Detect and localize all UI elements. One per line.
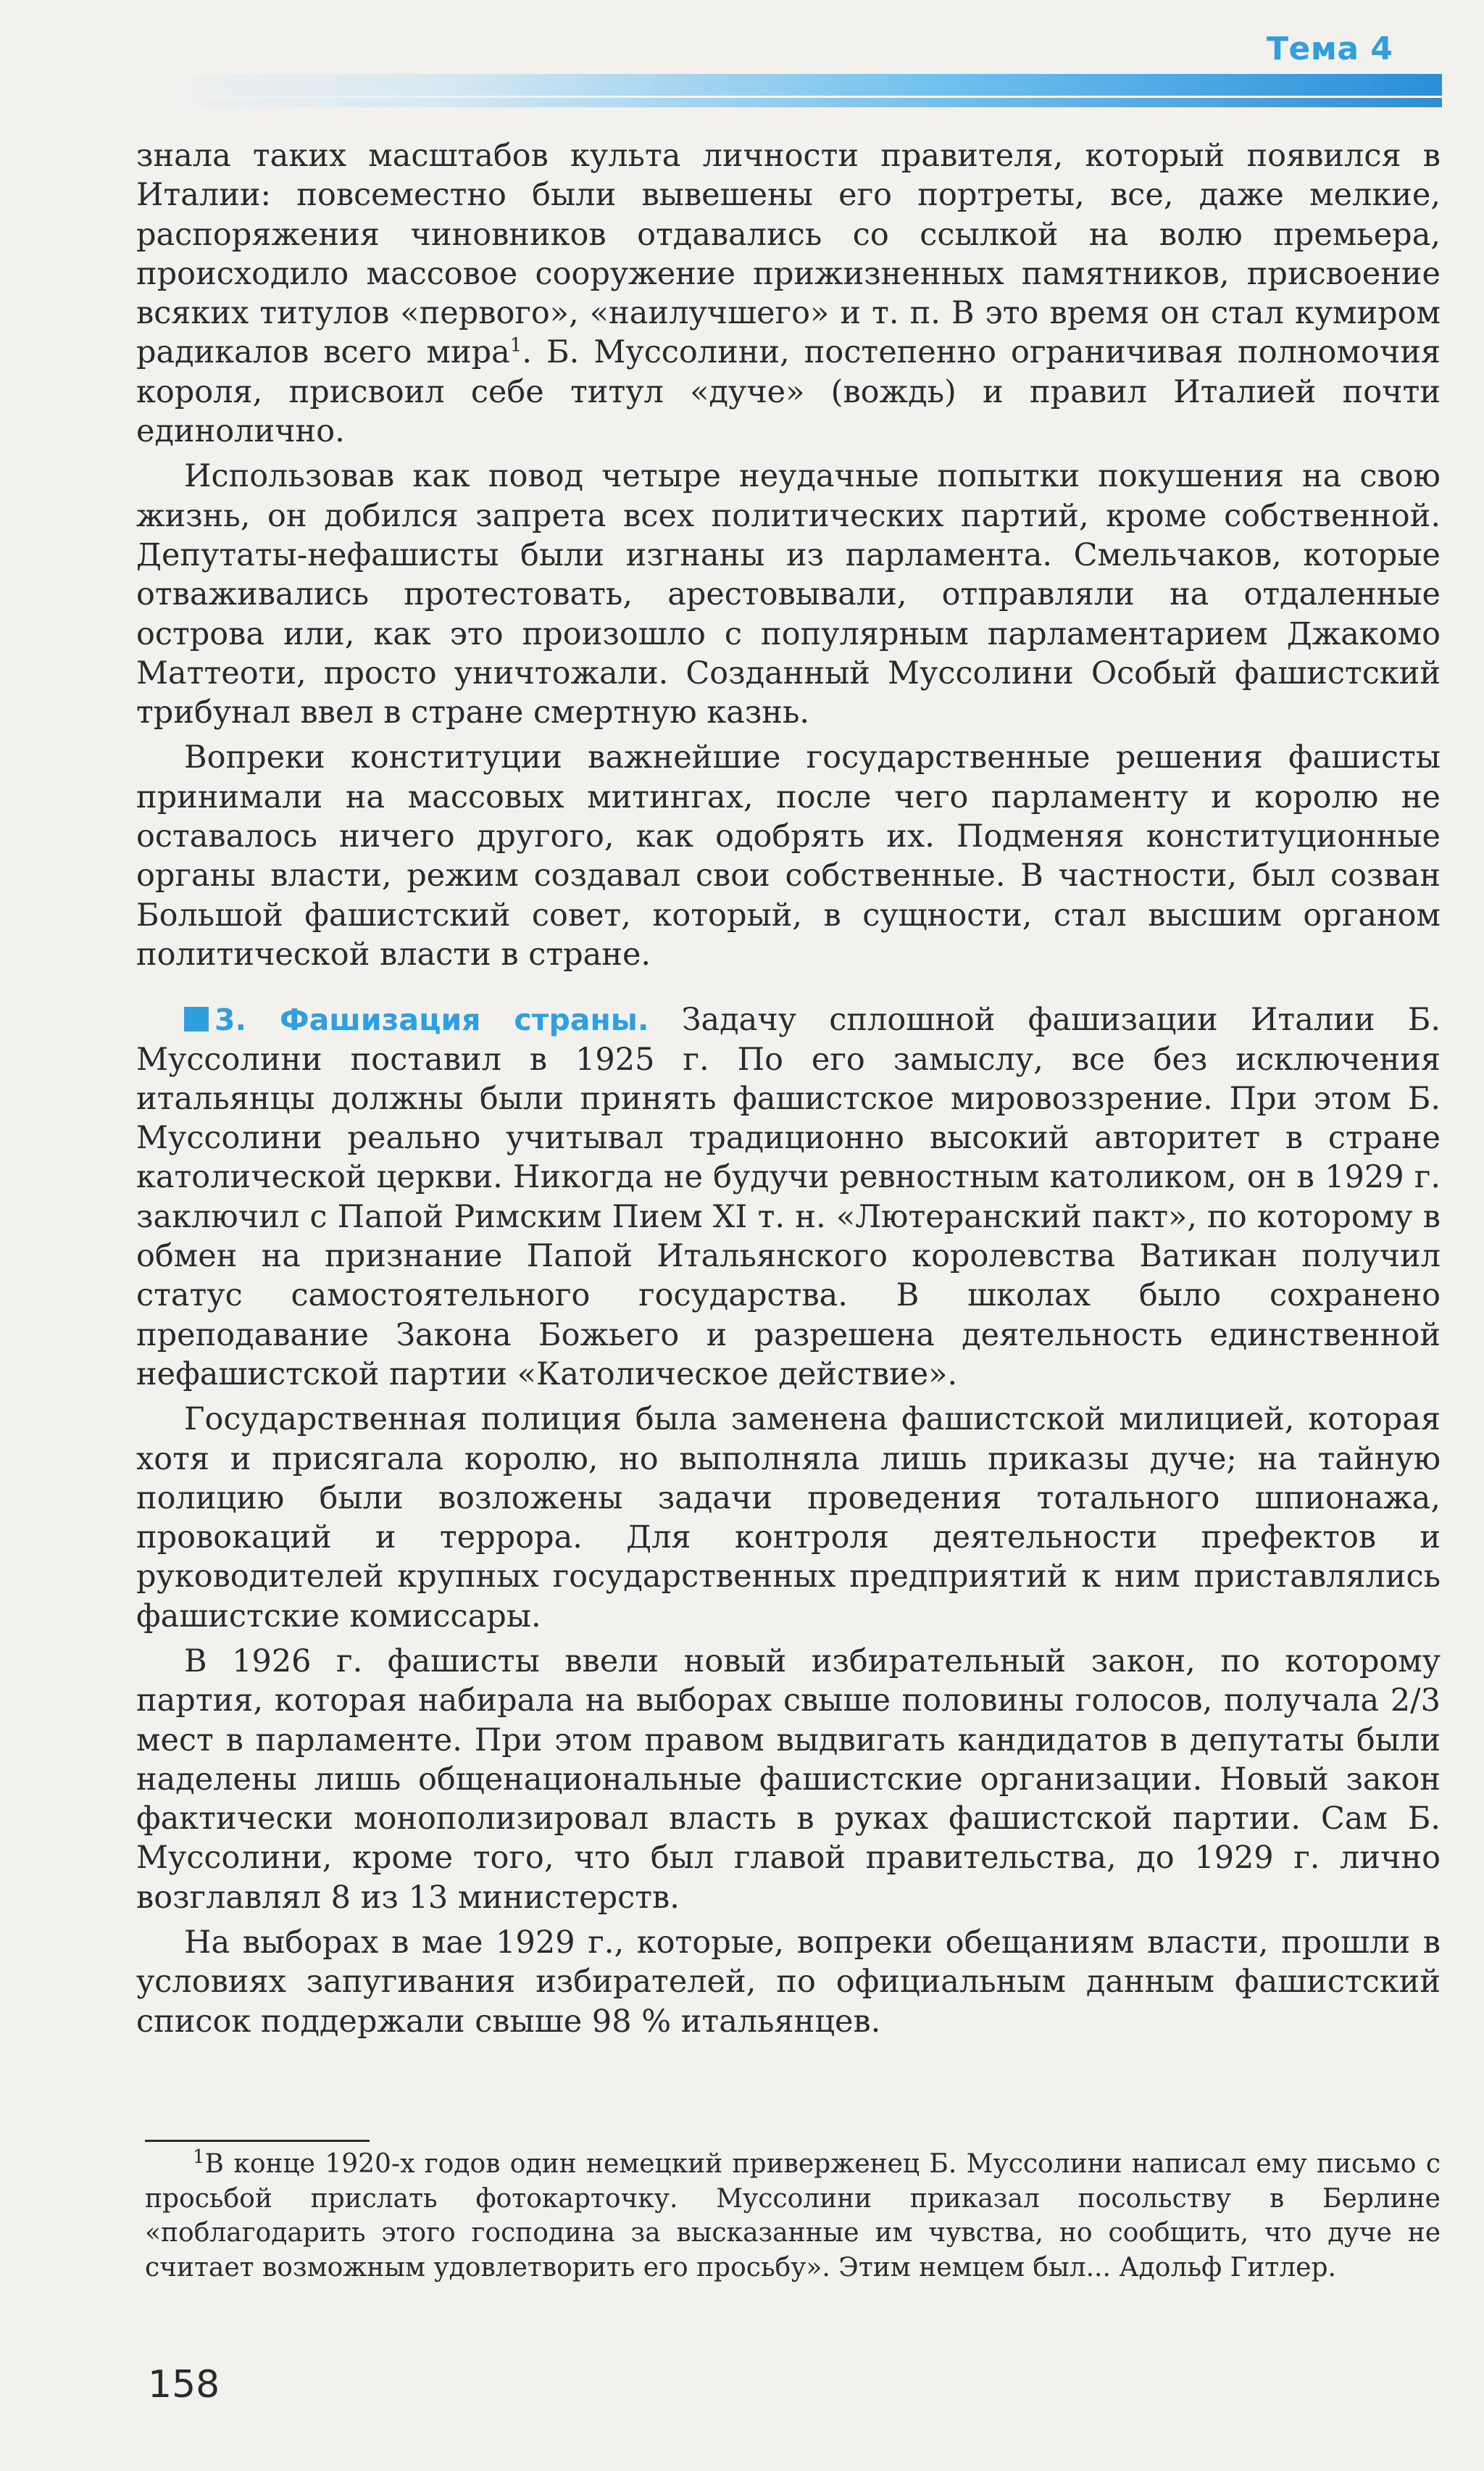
- footnote-text: В конце 1920-х годов один немецкий приверженец Б. Муссолини написал ему письмо с просьбой прислать фотокарточку. Муссолини приказал посольству в Берлине «поблагодарить этого господина за высказанные им чувства, но сообщить, что дуче не считает возможным удовлетворить его просьбу». Этим немцем был... Адольф Гитлер.: [145, 2149, 1441, 2283]
- footnote-ref: 1: [509, 335, 522, 357]
- paragraph-1: [136, 136, 1441, 451]
- page-number: 158: [148, 2363, 220, 2406]
- body-text: [136, 136, 1441, 2047]
- topic-label: Тема 4: [1267, 30, 1393, 67]
- paragraph-1-text: знала таких масштабов культа личности правителя, который появился в Италии: повсеместно были вывешены его портреты, все, даже мелкие, распоряжения чиновников отдавались со ссылкой на волю премьера, происходило массовое сооружение прижизненных памятников, присвоение всяких титулов «первого», «наилучшего» и т. п. В это время он стал кумиром радикалов всего мира: [136, 138, 1441, 371]
- section-heading: 3. Фашизация страны.: [214, 1002, 649, 1038]
- section-bullet-icon: [184, 1007, 209, 1031]
- footnote-marker: 1: [193, 2146, 205, 2168]
- paragraph-2: Использовав как повод четыре неудачные попытки покушения на свою жизнь, он добился запрета всех политических партий, кроме собственной. Депутаты-нефашисты были изгнаны из парламента. Смельчаков, которые отваживались протестовать, арестовывали, отправляли на отдаленные острова или, как это произошло с популярным парламентарием Джакомо Маттеоти, просто уничтожали. Созданный Муссолини Особый фашистский трибунал ввел в стране смертную казнь.: [136, 458, 1441, 731]
- footnote: [145, 2147, 1441, 2285]
- paragraph-6: В 1926 г. фашисты ввели новый избирательный закон, по которому партия, которая набирала на выборах свыше половины голосов, получала 2/3 мест в парламенте. При этом правом выдвигать кандидатов в депутаты были наделены лишь общенациональные фашистские организации. Новый закон фактически монополизировал власть в руках фашистской партии. Сам Б. Муссолини, кроме того, что был главой правительства, до 1929 г. лично возглавлял 8 из 13 министерств.: [136, 1643, 1441, 1916]
- paragraph-7: На выборах в мае 1929 г., которые, вопреки обещаниям власти, прошли в условиях запугивания избирателей, по официальным данным фашистский список поддержали свыше 98 % итальянцев.: [136, 1924, 1441, 2040]
- footnote-divider: [145, 2140, 370, 2142]
- paragraph-1-text-continued: . Б. Муссолини, постепенно ограничивая полномочия короля, присвоил себе титул «дуче» (вождь) и правил Италией почти единолично.: [136, 334, 1441, 450]
- header-band: [145, 74, 1442, 107]
- section-paragraph-text: Задачу сплошной фашизации Италии Б. Муссолини поставил в 1925 г. По его замыслу, все без исключения итальянцы должны были принять фашистское мировоззрение. При этом Б. Муссолини реально учитывал традиционно высокий авторитет в стране католической церкви. Никогда не будучи ревностным католиком, он в 1929 г. заключил с Папой Римским Пием XI т. н. «Лютеранский пакт», по которому в обмен на признание Папой Итальянского королевства Ватикан получил статус самостоятельного государства. В школах было сохранено преподавание Закона Божьего и разрешена деятельность единственной нефашистской партии «Католическое действие».: [136, 1002, 1441, 1392]
- paragraph-5: Государственная полиция была заменена фашистской милицией, которая хотя и присягала королю, но выполняла лишь приказы дуче; на тайную полицию были возложены задачи проведения тотального шпионажа, провокаций и террора. Для контроля деятельности префектов и руководителей крупных государственных предприятий к ним приставлялись фашистские комиссары.: [136, 1401, 1441, 1635]
- section-paragraph: [136, 1000, 1441, 1394]
- paragraph-3: Вопреки конституции важнейшие государственные решения фашисты принимали на массовых митингах, после чего парламенту и королю не оставалось ничего другого, как одобрять их. Подменяя конституционные органы власти, режим создавал свои собственные. В частности, был созван Большой фашистский совет, который, в сущности, стал высшим органом политической власти в стране.: [136, 739, 1441, 973]
